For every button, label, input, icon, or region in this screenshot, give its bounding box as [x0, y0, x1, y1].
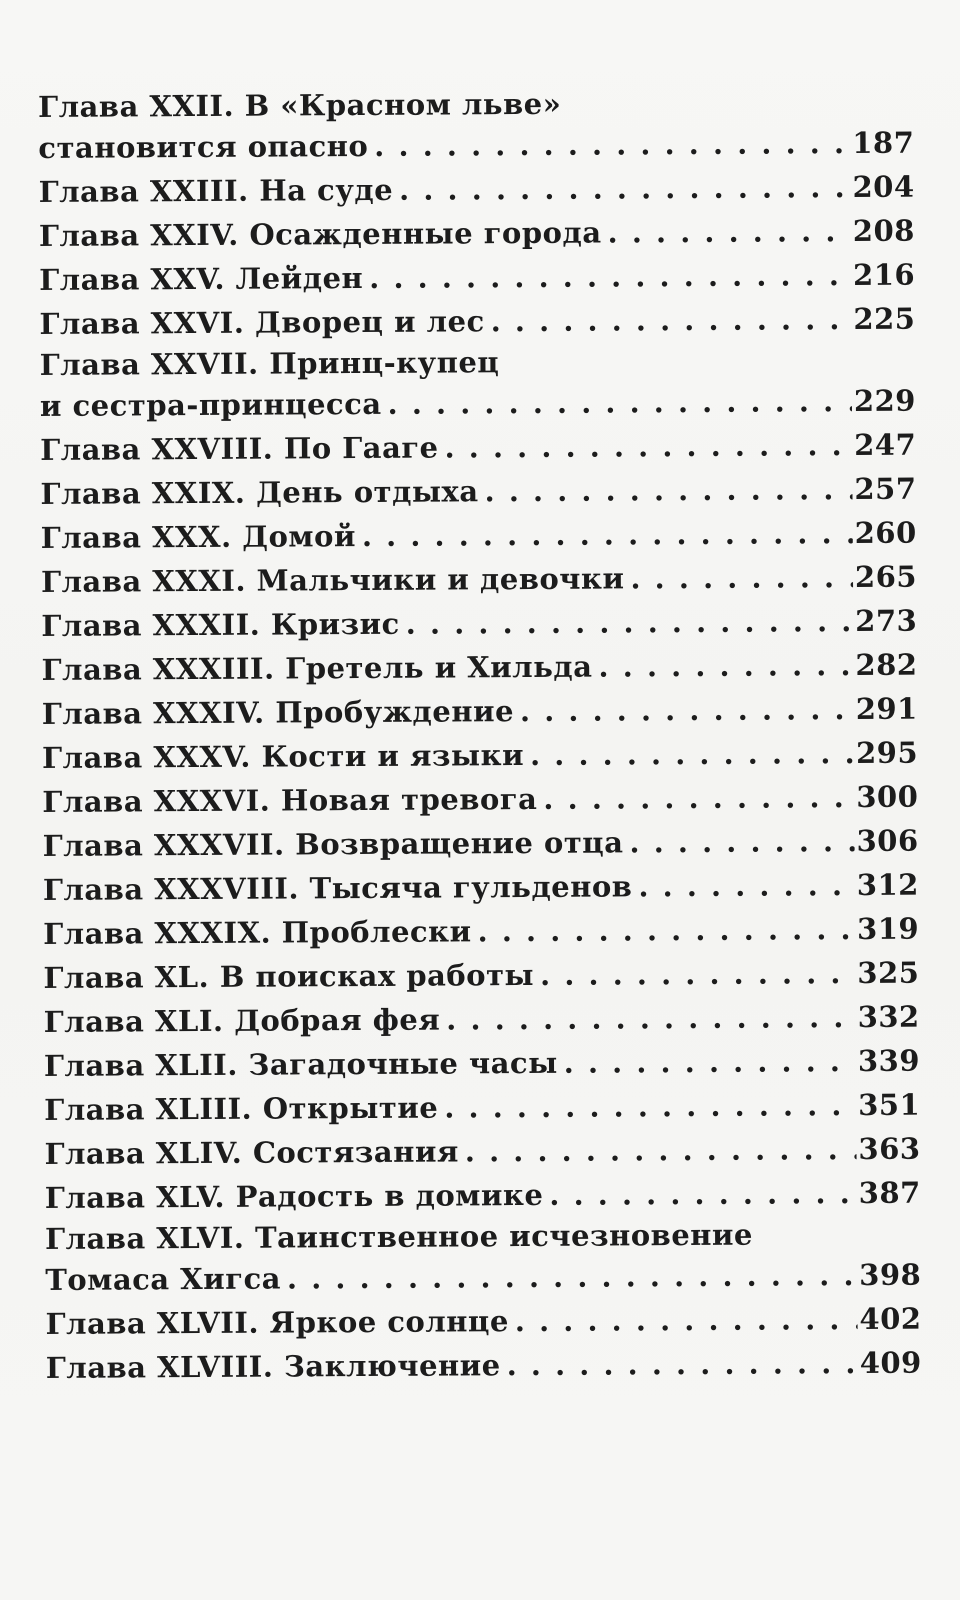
toc-entry-title: Глава XXXVIII. Тысяча гульденов: [42, 869, 633, 907]
leader-dots: [287, 1253, 858, 1300]
toc-entry-title: Глава XXVIII. По Гааге: [40, 430, 439, 467]
toc-entry-line: [45, 1253, 921, 1302]
toc-entry-title: Глава XLI. Добрая фея: [43, 1002, 441, 1039]
toc-entry-page: 402: [859, 1301, 922, 1337]
toc-entry-title: Глава XXXII. Кризис: [41, 606, 400, 643]
toc-entry-title: Глава XLVIII. Заключение: [45, 1348, 501, 1385]
leader-dots: [399, 165, 851, 212]
toc-entry-page: 339: [857, 1043, 921, 1079]
toc-entry-line: [45, 1297, 921, 1346]
toc-entry-line: [41, 511, 917, 560]
toc-entry-page: 273: [855, 603, 918, 639]
toc-entry-page: 300: [856, 779, 919, 815]
toc-entry: [39, 165, 915, 214]
toc-entry-title: Глава XXIV. Осажденные города: [38, 215, 602, 253]
leader-dots: [564, 1039, 856, 1085]
toc-entry-title: Глава XXXIV. Пробуждение: [41, 694, 515, 731]
toc-entry-line: [41, 643, 917, 692]
toc-entry-title: Глава XXXV. Кости и языки: [41, 738, 525, 775]
toc-entry-title: Глава XXX. Домой: [40, 519, 357, 555]
leader-dots: [444, 1083, 856, 1130]
toc-entry-line: [44, 1127, 920, 1176]
toc-entry: [41, 643, 917, 692]
leader-dots: [549, 1171, 857, 1217]
leader-dots: [607, 209, 851, 254]
toc-entry-title: Глава XXXIX. Проблески: [43, 914, 472, 951]
toc-entry: [42, 819, 918, 868]
toc-entry-line: [38, 121, 914, 170]
toc-entry: [45, 1297, 921, 1346]
toc-entry-line: [40, 379, 916, 428]
leader-dots: [630, 555, 853, 600]
leader-dots: [520, 687, 854, 733]
leader-dots: [465, 1127, 857, 1173]
toc-entry-page: 229: [853, 383, 917, 419]
toc-entry: [41, 599, 917, 648]
toc-entry-title-part: Глава XLVI. Таинственное исчезновение: [44, 1217, 754, 1256]
toc-entry-line: [41, 599, 917, 648]
toc-entry-line: [44, 1083, 920, 1132]
toc-entry-line: [40, 467, 916, 516]
toc-entry-title: Глава XLIV. Состязания: [44, 1134, 459, 1171]
toc-entry: [43, 907, 919, 956]
leader-dots: [543, 775, 854, 821]
toc-entry-line: [43, 907, 919, 956]
toc-entry-line: [41, 555, 917, 604]
toc-entry-line: [39, 209, 915, 258]
toc-entry: [45, 1215, 921, 1302]
toc-entry-title-part: Глава XXII. В «Красном льве»: [38, 86, 562, 124]
leader-dots: [598, 643, 853, 689]
toc-entry-line: [42, 687, 918, 736]
toc-entry: [44, 1039, 920, 1088]
leader-dots: [540, 951, 856, 997]
toc-entry-title: Глава XXIII. На суде: [38, 172, 394, 209]
leader-dots: [477, 907, 855, 953]
toc-entry-page: 351: [858, 1087, 921, 1123]
toc-entry-title: становится опасно: [38, 128, 369, 165]
toc-entry-page: 291: [855, 691, 918, 727]
toc-entry-title-line1: [45, 1215, 921, 1258]
toc-entry: [39, 209, 915, 258]
toc-entry-page: 208: [852, 213, 915, 249]
toc-entry-line: [40, 423, 916, 472]
toc-entry: [45, 1171, 921, 1220]
toc-entry: [39, 253, 915, 302]
toc-entry-page: 387: [858, 1175, 921, 1211]
toc-entry-line: [39, 165, 915, 214]
toc-entry-page: 216: [853, 257, 916, 293]
toc-entry-title-line1: [40, 341, 916, 384]
toc-entry-page: 295: [855, 735, 919, 771]
toc-entry: [41, 555, 917, 604]
leader-dots: [406, 599, 854, 646]
toc-entry: [42, 775, 918, 824]
toc-entry-line: [39, 253, 915, 302]
toc-entry-title: Глава XL. В поисках работы: [43, 957, 535, 995]
toc-entry-title: Глава XXXIII. Гретель и Хильда: [41, 649, 593, 687]
toc-entry-page: 265: [854, 559, 918, 595]
toc-entry-line: [44, 1039, 920, 1088]
toc-entry-page: 312: [856, 867, 919, 903]
toc-entry: [40, 423, 916, 472]
toc-entry-title: Глава XXIX. День отдыха: [40, 474, 479, 511]
leader-dots: [369, 253, 851, 300]
toc-entry: [42, 687, 918, 736]
toc-entry: [43, 863, 919, 912]
toc-entry-title: Глава XLII. Загадочные часы: [43, 1045, 558, 1083]
toc-entry-page: 332: [857, 999, 920, 1035]
leader-dots: [638, 863, 855, 908]
leader-dots: [446, 995, 856, 1042]
toc-entry-line: [45, 1171, 921, 1220]
toc-entry-title: Глава XXXVI. Новая тревога: [42, 781, 538, 819]
toc-entry-title: Глава XXV. Лейден: [39, 261, 364, 297]
toc-entry-page: 398: [859, 1257, 922, 1293]
toc-entry-page: 257: [854, 471, 917, 507]
toc-entry-title: Глава XLVII. Яркое солнце: [45, 1304, 509, 1341]
toc-entry-page: 187: [852, 125, 915, 161]
toc-entry: [44, 995, 920, 1044]
toc-entry-title: Глава XXVI. Дворец и лес: [39, 304, 485, 341]
toc-entry-title: Глава XXXI. Мальчики и девочки: [40, 561, 625, 599]
toc-entry-title: Глава XXXVII. Возвращение отца: [42, 825, 624, 863]
toc-entry-line: [43, 951, 919, 1000]
leader-dots: [507, 1341, 858, 1387]
toc-entry: [41, 511, 917, 560]
toc-entry-line: [42, 819, 918, 868]
toc-entry: [43, 951, 919, 1000]
toc-entry-title: Глава XLV. Радость в домике: [44, 1177, 544, 1215]
toc-entry-page: 282: [855, 647, 918, 683]
toc-entry-line: [42, 775, 918, 824]
leader-dots: [530, 731, 854, 777]
toc-entry-page: 260: [854, 515, 917, 551]
toc-entry-line: [46, 1341, 922, 1390]
toc-entry-line: [43, 863, 919, 912]
toc-entry-page: 363: [858, 1131, 921, 1167]
leader-dots: [444, 423, 852, 469]
leader-dots: [387, 379, 852, 426]
toc-entry-title: Глава XLIII. Открытие: [44, 1090, 439, 1127]
toc-entry-title: Томаса Хигса: [45, 1261, 282, 1297]
toc-entry-line: [42, 731, 918, 780]
toc-entry-page: 204: [852, 169, 915, 205]
leader-dots: [374, 121, 850, 168]
toc-entry: [44, 1127, 920, 1176]
leader-dots: [629, 819, 854, 864]
leader-dots: [491, 297, 852, 343]
toc-entry-page: 306: [856, 823, 919, 859]
toc-entry: [42, 731, 918, 780]
toc-entry-page: 319: [857, 911, 920, 947]
toc-entry-title: и сестра-принцесса: [39, 386, 382, 423]
toc-entry: [38, 83, 914, 170]
toc-entry-page: 247: [854, 427, 917, 463]
leader-dots: [515, 1297, 858, 1343]
toc-entry-page: 225: [853, 301, 916, 337]
leader-dots: [484, 467, 852, 513]
toc-entry-page: 409: [859, 1345, 922, 1381]
leader-dots: [362, 511, 853, 558]
toc-entry-title-part: Глава XXVII. Принц-купец: [39, 345, 500, 382]
toc-entry-line: [44, 995, 920, 1044]
table-of-contents: [38, 83, 922, 1390]
toc-entry: [46, 1341, 922, 1390]
toc-entry-title-line1: [38, 83, 914, 126]
toc-entry: [40, 341, 916, 428]
toc-entry-line: [39, 297, 915, 346]
toc-entry-page: 325: [857, 955, 920, 991]
toc-entry: [40, 467, 916, 516]
toc-entry: [44, 1083, 920, 1132]
toc-entry: [39, 297, 915, 346]
